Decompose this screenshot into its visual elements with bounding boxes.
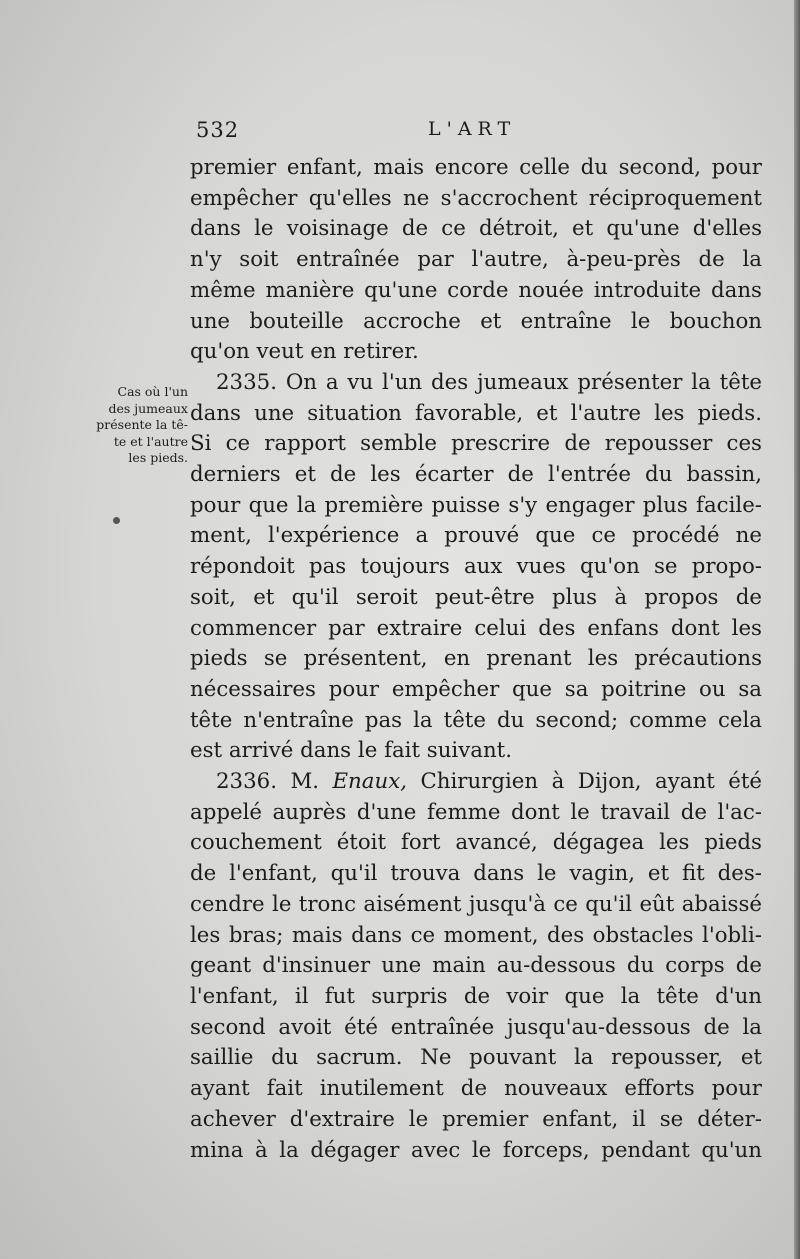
paragraph-2336-opening: Chirurgien à Dijon, ayant été [420, 769, 762, 795]
text-line: ment, l'expérience a prouvé que ce procédé ne [190, 523, 762, 549]
page-number: 532 [196, 118, 240, 142]
text-line: saillie du sacrum. Ne pouvant la repousser, et [190, 1045, 762, 1071]
text-line: répondoit pas toujours aux vues qu'on se propo- [190, 554, 762, 580]
text-line: qu'on veut en retirer. [190, 339, 419, 365]
text-line: derniers et de les écarter de l'entrée du bassin, [190, 462, 762, 488]
text-line: appelé auprès d'une femme dont le travail de l'ac- [190, 799, 762, 825]
margin-note-line: te et l'autre [113, 433, 188, 449]
text-line: dans le voisinage de ce détroit, et qu'une d'elles [190, 216, 762, 242]
text-line: mina à la dégager avec le forceps, pendant qu'un [190, 1137, 762, 1163]
section-number-2335: 2335. [216, 369, 277, 395]
text-line: pour que la première puisse s'y engager plus facile- [190, 492, 762, 518]
body-text [190, 153, 762, 1166]
text-line: empêcher qu'elles ne s'accrochent réciproquement [190, 185, 762, 211]
margin-note-line: présente la tê- [96, 417, 188, 433]
paragraph-2335-opening: On a vu l'un des jumeaux présenter la tête [285, 369, 762, 395]
section-number-2336: 2336. [216, 769, 277, 795]
ink-speck [113, 517, 120, 524]
text-line: dans une situation favorable, et l'autre les pieds. [190, 400, 762, 426]
text-line: une bouteille accroche et entraîne le bouchon [190, 308, 762, 334]
text-line: commencer par extraire celui des enfans dont les [190, 615, 762, 641]
page-header [196, 118, 666, 148]
text-line: couchement étoit fort avancé, dégagea les pieds [190, 830, 762, 856]
paragraph-2336-first-line [190, 767, 762, 798]
text-line: est arrivé dans le fait suivant. [190, 738, 513, 764]
text-line: soit, et qu'il seroit peut-être plus à propos de [190, 584, 762, 610]
margin-note [70, 384, 188, 467]
text-line: Si ce rapport semble prescrire de repousser ces [190, 431, 762, 457]
text-line: achever d'extraire le premier enfant, il se déter- [190, 1106, 762, 1132]
margin-note-line: Cas où l'un [117, 384, 188, 399]
margin-note-line: des jumeaux [108, 400, 188, 416]
text-line: ayant fait inutilement de nouveaux efforts pour [190, 1076, 762, 1102]
page-edge-shadow [794, 0, 800, 1259]
text-line: n'y soit entraînée par l'autre, à-peu-près de la [190, 247, 762, 273]
running-title: L'ART [428, 118, 517, 140]
paragraph-2335-first-line [190, 368, 762, 399]
text-line: les bras; mais dans ce moment, des obstacles l'obli- [190, 922, 762, 948]
text-line: premier enfant, mais encore celle du second, pour [190, 155, 762, 180]
text-line: cendre le tronc aisément jusqu'à ce qu'il eût abaissé [190, 891, 762, 917]
text-line: même manière qu'une corde nouée introduite dans [190, 277, 762, 303]
margin-note-line: les pieds. [128, 450, 188, 466]
text-line: l'enfant, il fut surpris de voir que la tête d'un [190, 983, 762, 1009]
text-line: pieds se présentent, en prenant les précautions [190, 646, 762, 672]
text-line: geant d'insinuer une main au-dessous du corps de [190, 953, 762, 979]
honorific: M. [290, 769, 320, 795]
text-line: nécessaires pour empêcher que sa poitrine ou sa [190, 676, 762, 702]
text-line: de l'enfant, qu'il trouva dans le vagin, et fit des- [190, 861, 762, 887]
text-line: second avoit été entraînée jusqu'au-dessous de la [190, 1014, 762, 1040]
text-line: tête n'entraîne pas la tête du second; comme cela [190, 707, 762, 733]
surgeon-name: Enaux, [332, 769, 407, 795]
